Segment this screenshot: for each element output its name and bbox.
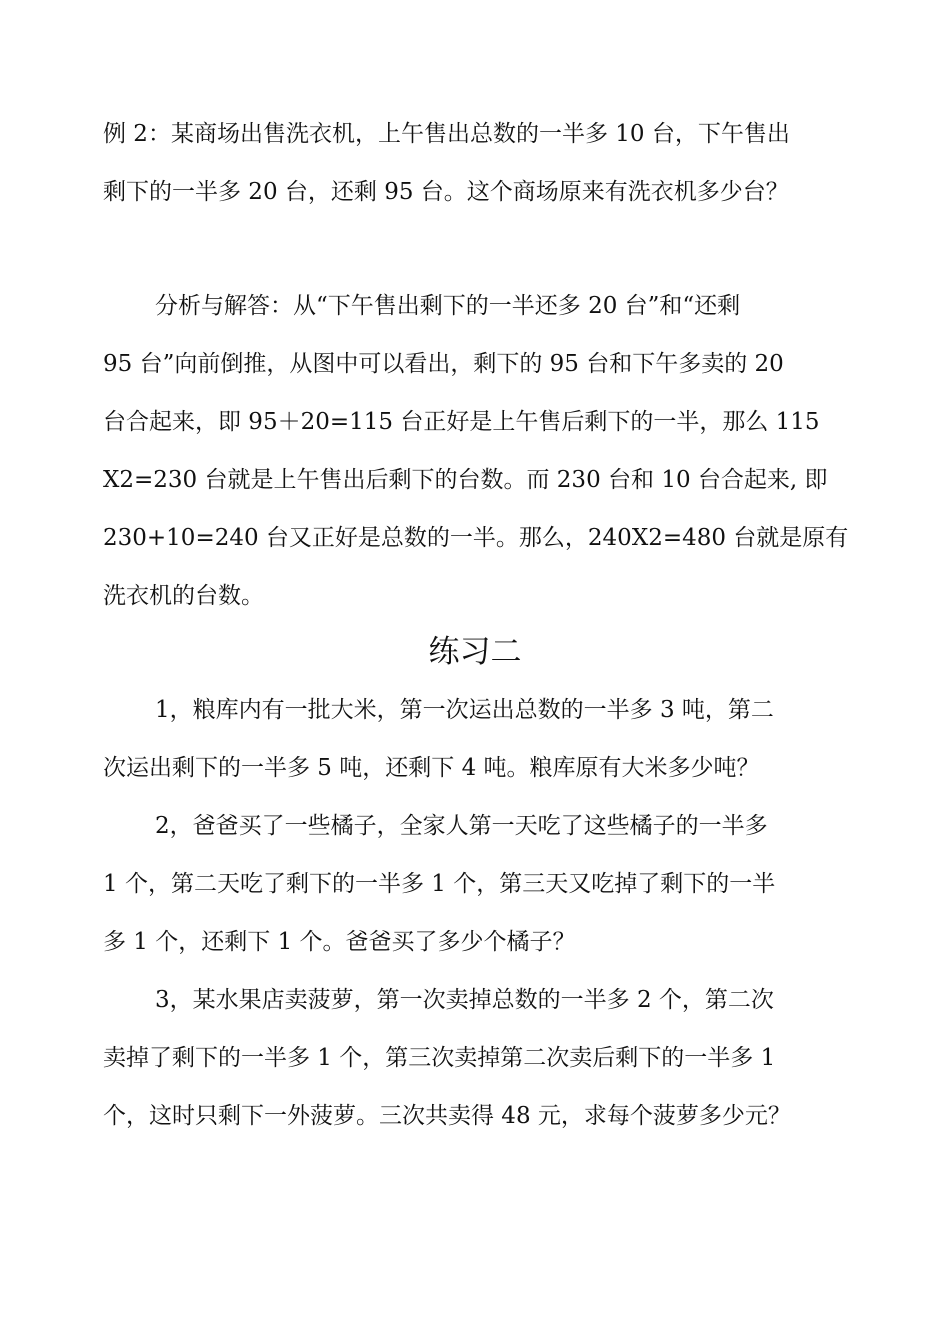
problem-2-line-3: 多 1 个，还剩下 1 个。爸爸买了多少个橘子？ — [103, 929, 576, 955]
example-line-1: 例 2：某商场出售洗衣机，上午售出总数的一半多 10 台，下午售出 — [103, 121, 790, 147]
problem-3-line-3: 个，这时只剩下一外菠萝。三次共卖得 48 元，求每个菠萝多少元？ — [103, 1103, 791, 1129]
problem-1-line-2: 次运出剩下的一半多 5 吨，还剩下 4 吨。粮库原有大米多少吨？ — [103, 755, 760, 781]
exercise-title: 练习二 — [428, 634, 522, 670]
analysis-line-6: 洗衣机的台数。 — [103, 583, 264, 609]
problem-2-line-1: 2，爸爸买了一些橘子，全家人第一天吃了这些橘子的一半多 — [155, 813, 768, 839]
problem-2-line-2: 1 个，第二天吃了剩下的一半多 1 个，第三天又吃掉了剩下的一半 — [103, 871, 776, 897]
analysis-line-3: 台合起来，即 95＋20=115 台正好是上午售后剩下的一半，那么 115 — [103, 409, 820, 435]
analysis-line-1: 分析与解答：从“下午售出剩下的一半还多 20 台”和“还剩 — [155, 293, 741, 319]
example-line-2: 剩下的一半多 20 台，还剩 95 台。这个商场原来有洗衣机多少台？ — [103, 179, 789, 205]
analysis-line-2: 95 台”向前倒推，从图中可以看出，剩下的 95 台和下午多卖的 20 — [103, 351, 784, 377]
problem-1-line-1: 1，粮库内有一批大米，第一次运出总数的一半多 3 吨，第二 — [155, 697, 774, 723]
analysis-line-4: X2=230 台就是上午售出后剩下的台数。而 230 台和 10 台合起来, 即 — [103, 467, 828, 493]
analysis-line-5: 230+10=240 台又正好是总数的一半。那么，240X2=480 台就是原有 — [103, 525, 849, 551]
problem-3-line-2: 卖掉了剩下的一半多 1 个，第三次卖掉第二次卖后剩下的一半多 1 — [103, 1045, 776, 1071]
problem-3-line-1: 3，某水果店卖菠萝，第一次卖掉总数的一半多 2 个，第二次 — [155, 987, 774, 1013]
